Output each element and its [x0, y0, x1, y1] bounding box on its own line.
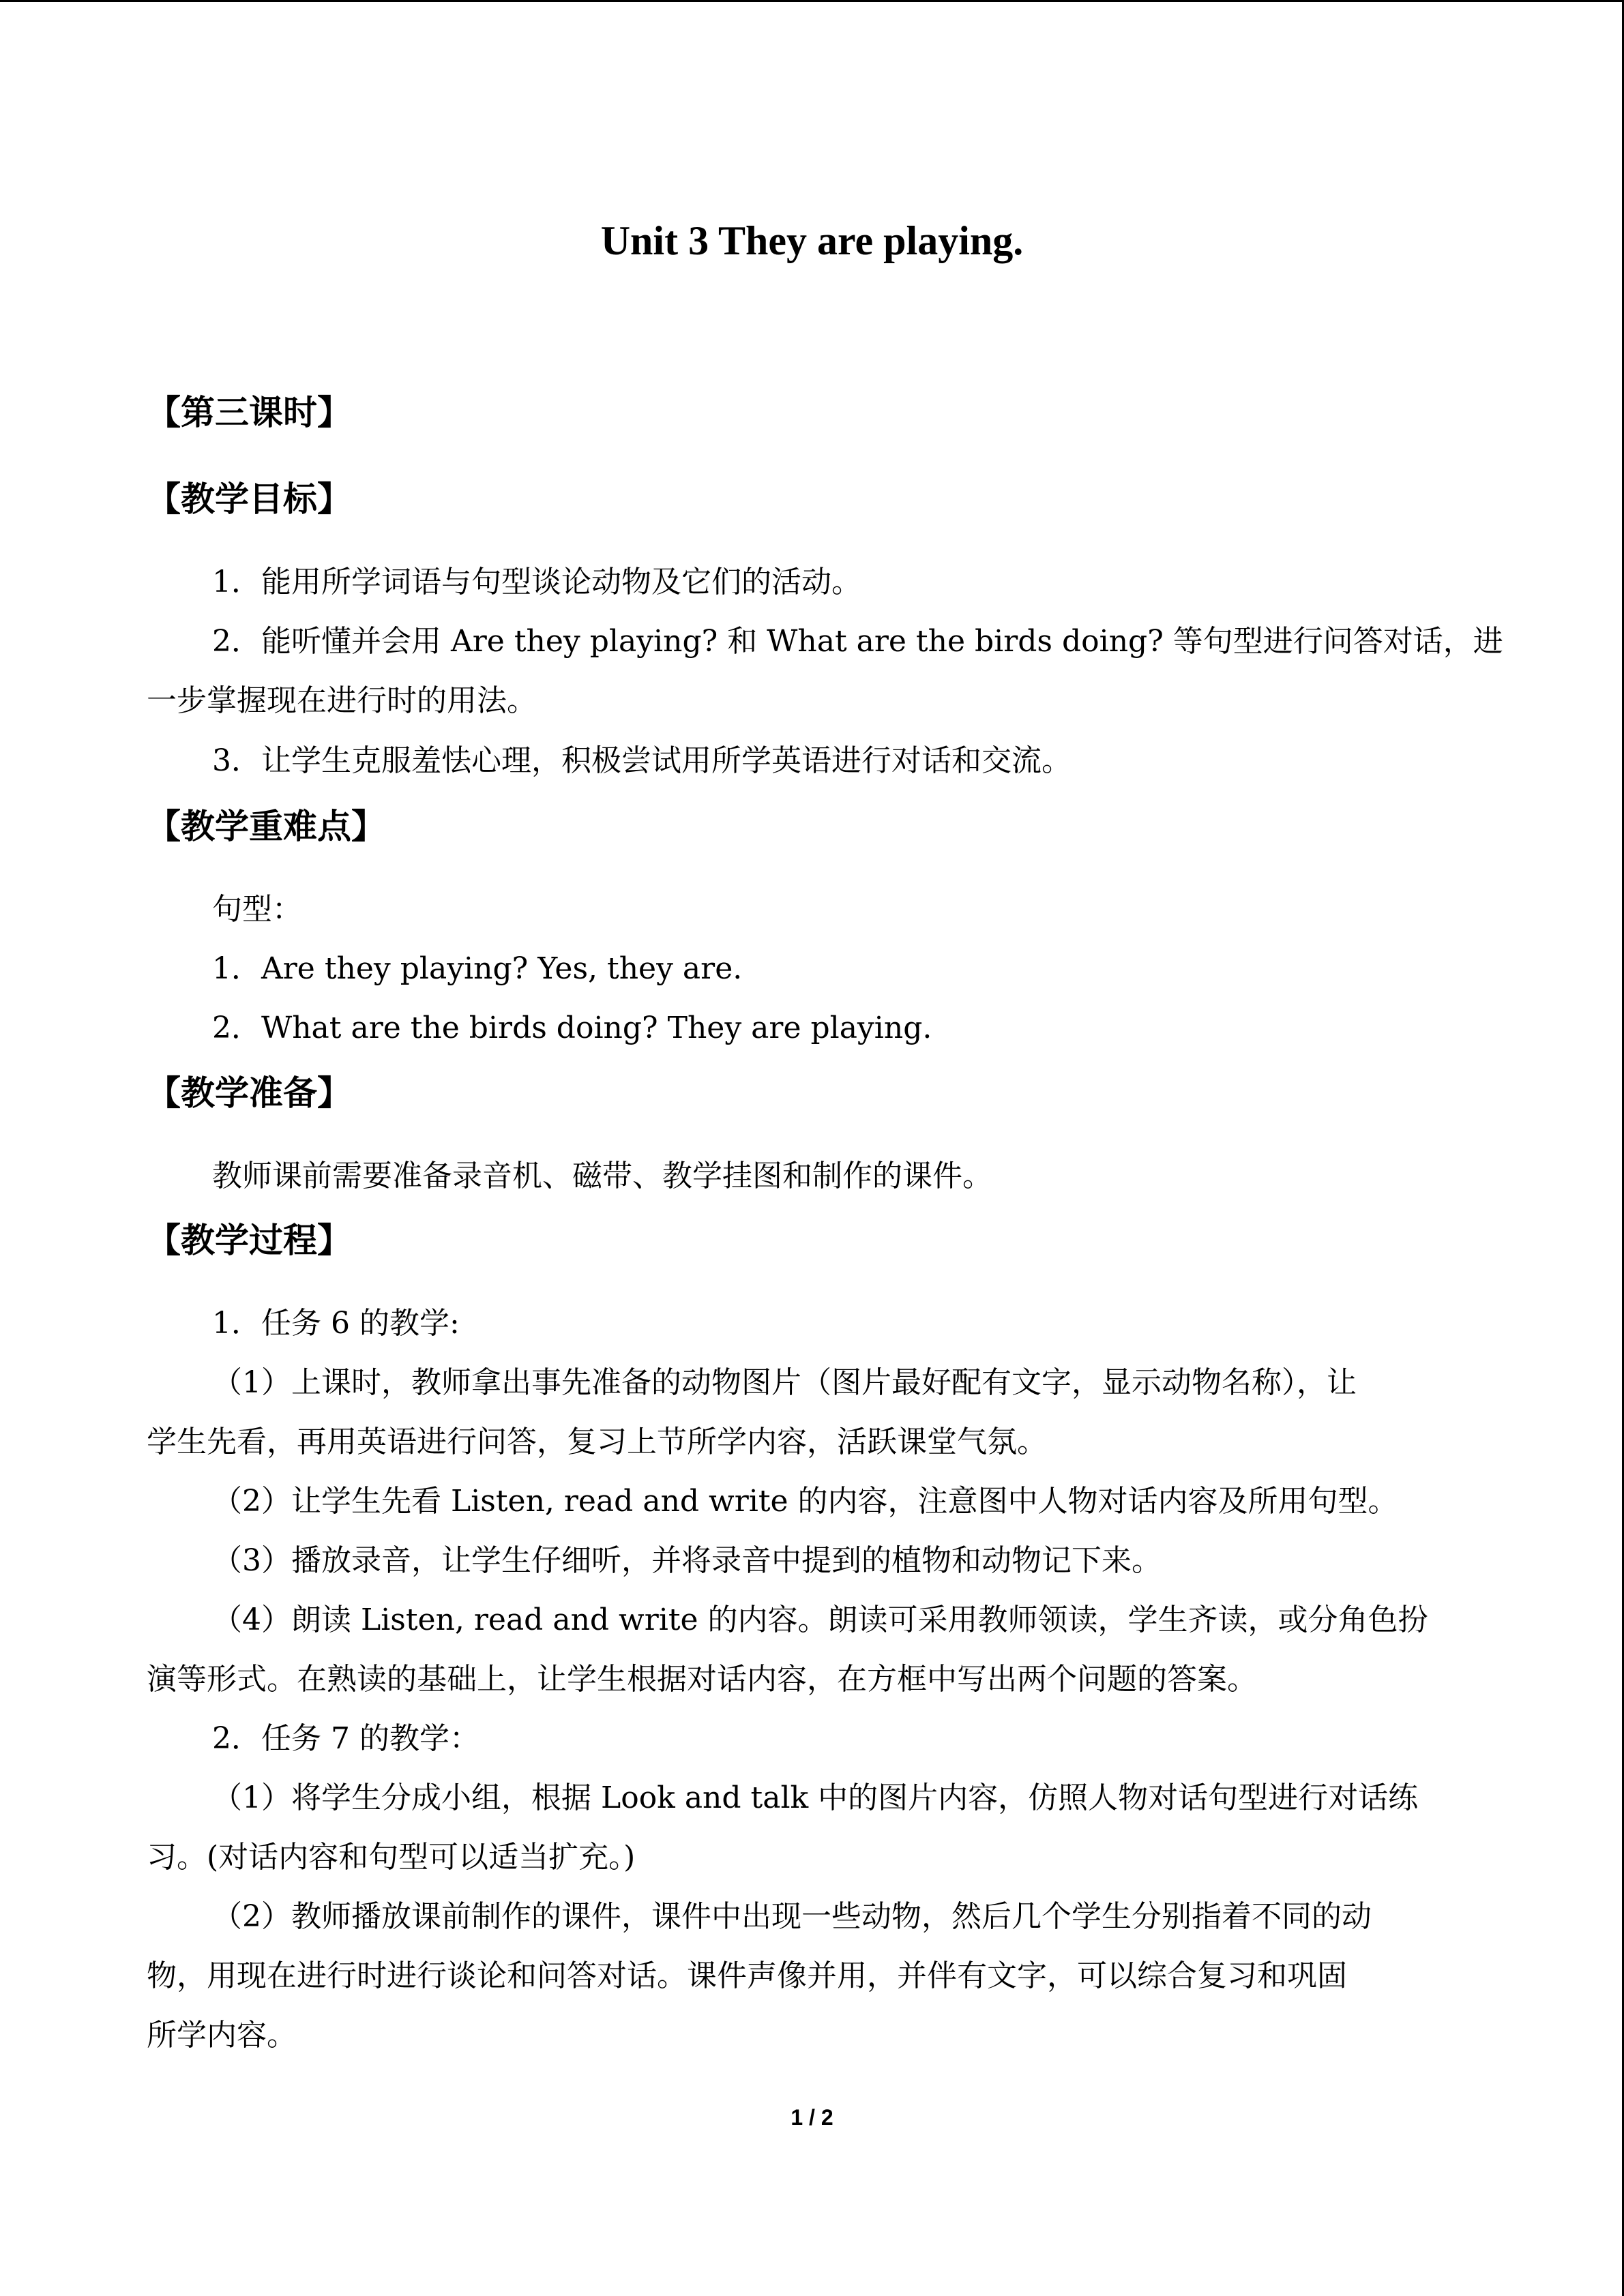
objectives-heading: 【教学目标】: [147, 479, 351, 519]
key-points-heading: 【教学重难点】: [147, 807, 385, 846]
objective-item-3: 3．让学生克服羞怯心理，积极尝试用所学英语进行对话和交流。: [212, 743, 1072, 778]
key-point-item-2: 2．What are the birds doing? They are playing.: [212, 1011, 932, 1045]
page-border-top: [0, 0, 1624, 2]
preparation-text: 教师课前需要准备录音机、磁带、教学挂图和制作的课件。: [212, 1159, 992, 1193]
task6-item-4: （4）朗读 Listen, read and write 的内容。朗读可采用教师领读，学生齐读，或分角色扮 演等形式。在熟读的基础上，让学生根据对话内容，在方框中写出两个问题的答案。: [147, 1602, 1428, 1697]
key-points-label: 句型：: [212, 892, 302, 927]
task7-item-1: （1）将学生分成小组，根据 Look and talk 中的图片内容，仿照人物对话句型进行对话练 习。(对话内容和句型可以适当扩充。): [147, 1780, 1419, 1875]
task7-title: 2．任务 7 的教学：: [212, 1721, 479, 1756]
objective-item-1: 1．能用所学词语与句型谈论动物及它们的活动。: [212, 565, 861, 599]
task6-item-2: （2）让学生先看 Listen, read and write 的内容，注意图中人物对话内容及所用句型。: [212, 1484, 1398, 1519]
task6-item-1: （1）上课时，教师拿出事先准备的动物图片（图片最好配有文字，显示动物名称），让 学生先看，再用英语进行问答，复习上节所学内容，活跃课堂气氛。: [147, 1365, 1357, 1459]
task7-item-2: （2）教师播放课前制作的课件，课件中出现一些动物，然后几个学生分别指着不同的动 物，用现在进行时进行谈论和问答对话。课件声像并用，并伴有文字，可以综合复习和巩固 所学内容。: [147, 1899, 1372, 2053]
task6-item-3: （3）播放录音，让学生仔细听，并将录音中提到的植物和动物记下来。: [212, 1543, 1162, 1578]
lesson-heading: 【第三课时】: [147, 393, 351, 432]
task6-title: 1．任务 6 的教学:: [212, 1306, 460, 1341]
page-number: 1 / 2: [791, 2105, 833, 2130]
objective-item-2: 2．能听懂并会用 Are they playing? 和 What are the birds doing? 等句型进行问答对话，进 一步掌握现在进行时的用法。: [147, 624, 1503, 718]
process-heading: 【教学过程】: [147, 1221, 351, 1260]
key-point-item-1: 1．Are they playing? Yes, they are.: [212, 951, 743, 986]
preparation-heading: 【教学准备】: [147, 1073, 351, 1113]
document-title: Unit 3 They are playing.: [600, 218, 1024, 263]
